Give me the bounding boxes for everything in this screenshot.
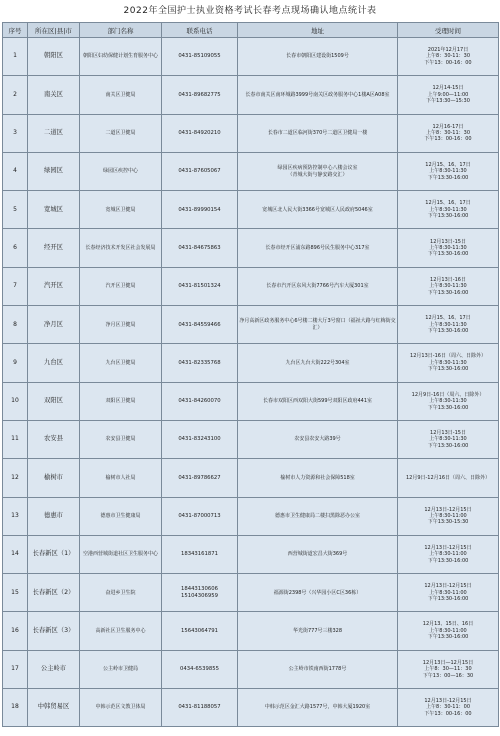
cell-time: 12月14-15日 上午9:00—11:00 下午13:30—15:30 xyxy=(398,76,499,114)
table-row xyxy=(3,306,499,344)
cell-time: 2021年12月17日 上午8：30-11：30 下午13：00-16：00 xyxy=(398,38,499,76)
table-row xyxy=(3,574,499,612)
cell-phone: 0431-84559466 xyxy=(162,306,238,344)
cell-time: 12月13、15日、16日 上午8:30-11:00 下午13:30-16:00 xyxy=(398,612,499,650)
cell-address: 华光街777号三楼328 xyxy=(238,612,398,650)
cell-address: 榆树市人力资源和社会保障518室 xyxy=(238,459,398,497)
cell-district: 农安县 xyxy=(28,420,80,458)
cell-phone: 18343161871 xyxy=(162,535,238,573)
cell-seq: 8 xyxy=(3,306,28,344)
cell-dept: 榆树市人社局 xyxy=(80,459,162,497)
cell-dept: 德惠市卫生健康局 xyxy=(80,497,162,535)
cell-district: 长春新区（2） xyxy=(28,574,80,612)
cell-time: 12月15、16、17日 上午8:30-11:30 下午13:30-16:00 xyxy=(398,191,499,229)
cell-dept: 农安县卫健局 xyxy=(80,420,162,458)
cell-address: 净月高新区政务服务中心6号楼二楼大厅3号窗口（福祉大路与红梅街交汇） xyxy=(238,306,398,344)
cell-seq: 4 xyxy=(3,152,28,190)
cell-time: 12月13日-16日（周六、日除外） 上午8:30-11:30 下午13:30-16:00 xyxy=(398,344,499,382)
cell-district: 二道区 xyxy=(28,114,80,152)
cell-address: 长春市汽开区东风大街7766号汽车大厦301室 xyxy=(238,267,398,305)
cell-phone: 0431-87605067 xyxy=(162,152,238,190)
table-row xyxy=(3,382,499,420)
cell-district: 经开区 xyxy=(28,229,80,267)
cell-seq: 7 xyxy=(3,267,28,305)
cell-district: 净月区 xyxy=(28,306,80,344)
cell-district: 中韩贸易区 xyxy=(28,689,80,727)
table-row xyxy=(3,344,499,382)
cell-district: 德惠市 xyxy=(28,497,80,535)
cell-time: 12月13日-12月15日 上午8：30-11：00 下午13：00-16：00 xyxy=(398,689,499,727)
cell-district: 宽城区 xyxy=(28,191,80,229)
header-phone: 联系电话 xyxy=(162,23,238,38)
cell-address: 绿园区疾病预防控制中心八楼会议室 （青城大街与静安路交汇） xyxy=(238,152,398,190)
cell-seq: 2 xyxy=(3,76,28,114)
cell-dept: 绿园区疾控中心 xyxy=(80,152,162,190)
cell-time: 12月9日-12月16日（周六、日除外） xyxy=(398,459,499,497)
cell-dept: 中韩示范区文教卫体局 xyxy=(80,689,162,727)
cell-seq: 13 xyxy=(3,497,28,535)
cell-seq: 11 xyxy=(3,420,28,458)
cell-phone: 0431-81501324 xyxy=(162,267,238,305)
cell-seq: 9 xyxy=(3,344,28,382)
header-time: 受理时间 xyxy=(398,23,499,38)
table-row xyxy=(3,497,499,535)
table-row xyxy=(3,191,499,229)
cell-seq: 6 xyxy=(3,229,28,267)
table-row xyxy=(3,612,499,650)
cell-time: 12月13日-12月15日 上午8:30-11:00 下午13:30-16:00 xyxy=(398,574,499,612)
table-header-row xyxy=(3,23,499,38)
cell-district: 南关区 xyxy=(28,76,80,114)
table-row xyxy=(3,420,499,458)
page-title: 2022年全国护士执业资格考试长春考点现场确认地点统计表 xyxy=(123,6,377,16)
confirmation-sites-table xyxy=(2,22,499,727)
cell-phone: 0431-83243100 xyxy=(162,420,238,458)
cell-seq: 14 xyxy=(3,535,28,573)
header-address: 地址 xyxy=(238,23,398,38)
cell-address: 长春市朝阳区建设街1509号 xyxy=(238,38,398,76)
cell-seq: 12 xyxy=(3,459,28,497)
header-district: 所在区|县|市 xyxy=(28,23,80,38)
cell-time: 12月13日-12月15日 上午8:30-11:00 下午13:30-16:00 xyxy=(398,535,499,573)
cell-phone: 0431-89682775 xyxy=(162,76,238,114)
cell-phone: 0431-84920210 xyxy=(162,114,238,152)
table-row xyxy=(3,229,499,267)
cell-address: 长春市南关区南环城路3999号南关区政务服务中心1楼A区A08室 xyxy=(238,76,398,114)
cell-address: 长春市经开区浦东路896号民生服务中心317室 xyxy=(238,229,398,267)
cell-time: 12月9日-16日（周六、日除外） 上午8:30-11:30 下午13:30-16:00 xyxy=(398,382,499,420)
cell-time: 12月13日-12月15日 上午8:30-11:00 下午13:30-15:30 xyxy=(398,497,499,535)
cell-dept: 南关区卫健局 xyxy=(80,76,162,114)
cell-phone: 0431-82335768 xyxy=(162,344,238,382)
cell-phone: 0431-89990154 xyxy=(162,191,238,229)
cell-phone: 18443130606 15104306959 xyxy=(162,574,238,612)
cell-phone: 15643064791 xyxy=(162,612,238,650)
cell-district: 长春新区（3） xyxy=(28,612,80,650)
cell-district: 双阳区 xyxy=(28,382,80,420)
cell-district: 绿园区 xyxy=(28,152,80,190)
cell-dept: 公主岭市卫健局 xyxy=(80,650,162,688)
table-row xyxy=(3,76,499,114)
cell-seq: 1 xyxy=(3,38,28,76)
cell-address: 德惠市卫生健康局二楼扫黑除恶办公室 xyxy=(238,497,398,535)
cell-address: 西营城街道宏昌大街369号 xyxy=(238,535,398,573)
cell-address: 长春市二道区临河街370号二道区卫健局一楼 xyxy=(238,114,398,152)
cell-district: 公主岭市 xyxy=(28,650,80,688)
cell-address: 长春市双阳区西双阳大街599号双阳区政府441室 xyxy=(238,382,398,420)
cell-address: 农安县农安大路39号 xyxy=(238,420,398,458)
cell-time: 12月16-17日 上午8：30-11：30 下午13：00-16：00 xyxy=(398,114,499,152)
cell-address: 中韩示范区金汇大路1577号，中韩大厦1920室 xyxy=(238,689,398,727)
cell-district: 朝阳区 xyxy=(28,38,80,76)
cell-district: 榆树市 xyxy=(28,459,80,497)
cell-seq: 16 xyxy=(3,612,28,650)
table-row xyxy=(3,689,499,727)
cell-district: 长春新区（1） xyxy=(28,535,80,573)
cell-seq: 18 xyxy=(3,689,28,727)
table-row xyxy=(3,38,499,76)
table-row xyxy=(3,114,499,152)
table-row xyxy=(3,650,499,688)
cell-dept: 汽开区卫健局 xyxy=(80,267,162,305)
cell-address: 福源街2398号（兴华园小区C区36栋） xyxy=(238,574,398,612)
cell-phone: 0431-81188057 xyxy=(162,689,238,727)
cell-seq: 17 xyxy=(3,650,28,688)
cell-dept: 高新社区卫生服务中心 xyxy=(80,612,162,650)
cell-phone: 0431-84260070 xyxy=(162,382,238,420)
cell-time: 12月13日-15日 上午8:30-11:30 下午13:30-16:00 xyxy=(398,420,499,458)
cell-dept: 空港西营城街道社区卫生服务中心 xyxy=(80,535,162,573)
cell-seq: 15 xyxy=(3,574,28,612)
cell-dept: 奋进乡卫生院 xyxy=(80,574,162,612)
cell-dept: 宽城区卫健局 xyxy=(80,191,162,229)
cell-time: 12月13日-15日 上午8:30-11:30 下午13:30-16:00 xyxy=(398,229,499,267)
cell-time: 12月15、16、17日 上午8:30-11:30 下午13:30-16:00 xyxy=(398,152,499,190)
table-row xyxy=(3,535,499,573)
cell-seq: 3 xyxy=(3,114,28,152)
cell-phone: 0431-85109055 xyxy=(162,38,238,76)
cell-phone: 0434-6539855 xyxy=(162,650,238,688)
table-row xyxy=(3,152,499,190)
cell-phone: 0431-89786627 xyxy=(162,459,238,497)
cell-seq: 10 xyxy=(3,382,28,420)
header-seq: 序号 xyxy=(3,23,28,38)
cell-district: 九台区 xyxy=(28,344,80,382)
cell-time: 12月13日-16日 上午8:30-11:30 下午13:30-16:00 xyxy=(398,267,499,305)
cell-address: 公主岭市铁南西街1778号 xyxy=(238,650,398,688)
cell-dept: 长春经济技术开发区社会发展局 xyxy=(80,229,162,267)
cell-dept: 净月区卫健局 xyxy=(80,306,162,344)
cell-address: 九台区九台大街222号304室 xyxy=(238,344,398,382)
cell-district: 汽开区 xyxy=(28,267,80,305)
cell-dept: 九台区卫健局 xyxy=(80,344,162,382)
cell-dept: 双阳区卫健局 xyxy=(80,382,162,420)
cell-time: 12月13日—12月15日 上午8：30—11：30 下午13：00—16：30 xyxy=(398,650,499,688)
cell-dept: 二道区卫健局 xyxy=(80,114,162,152)
cell-seq: 5 xyxy=(3,191,28,229)
cell-phone: 0431-87000713 xyxy=(162,497,238,535)
cell-time: 12月15、16、17日 上午8:30-11:30 下午13:30-16:00 xyxy=(398,306,499,344)
table-row xyxy=(3,267,499,305)
cell-address: 宽城区北人民大街3366号宽城区人民政府5046室 xyxy=(238,191,398,229)
cell-phone: 0431-84675863 xyxy=(162,229,238,267)
header-dept: 部门名称 xyxy=(80,23,162,38)
cell-dept: 朝阳区妇幼保健计划生育服务中心 xyxy=(80,38,162,76)
table-row xyxy=(3,459,499,497)
